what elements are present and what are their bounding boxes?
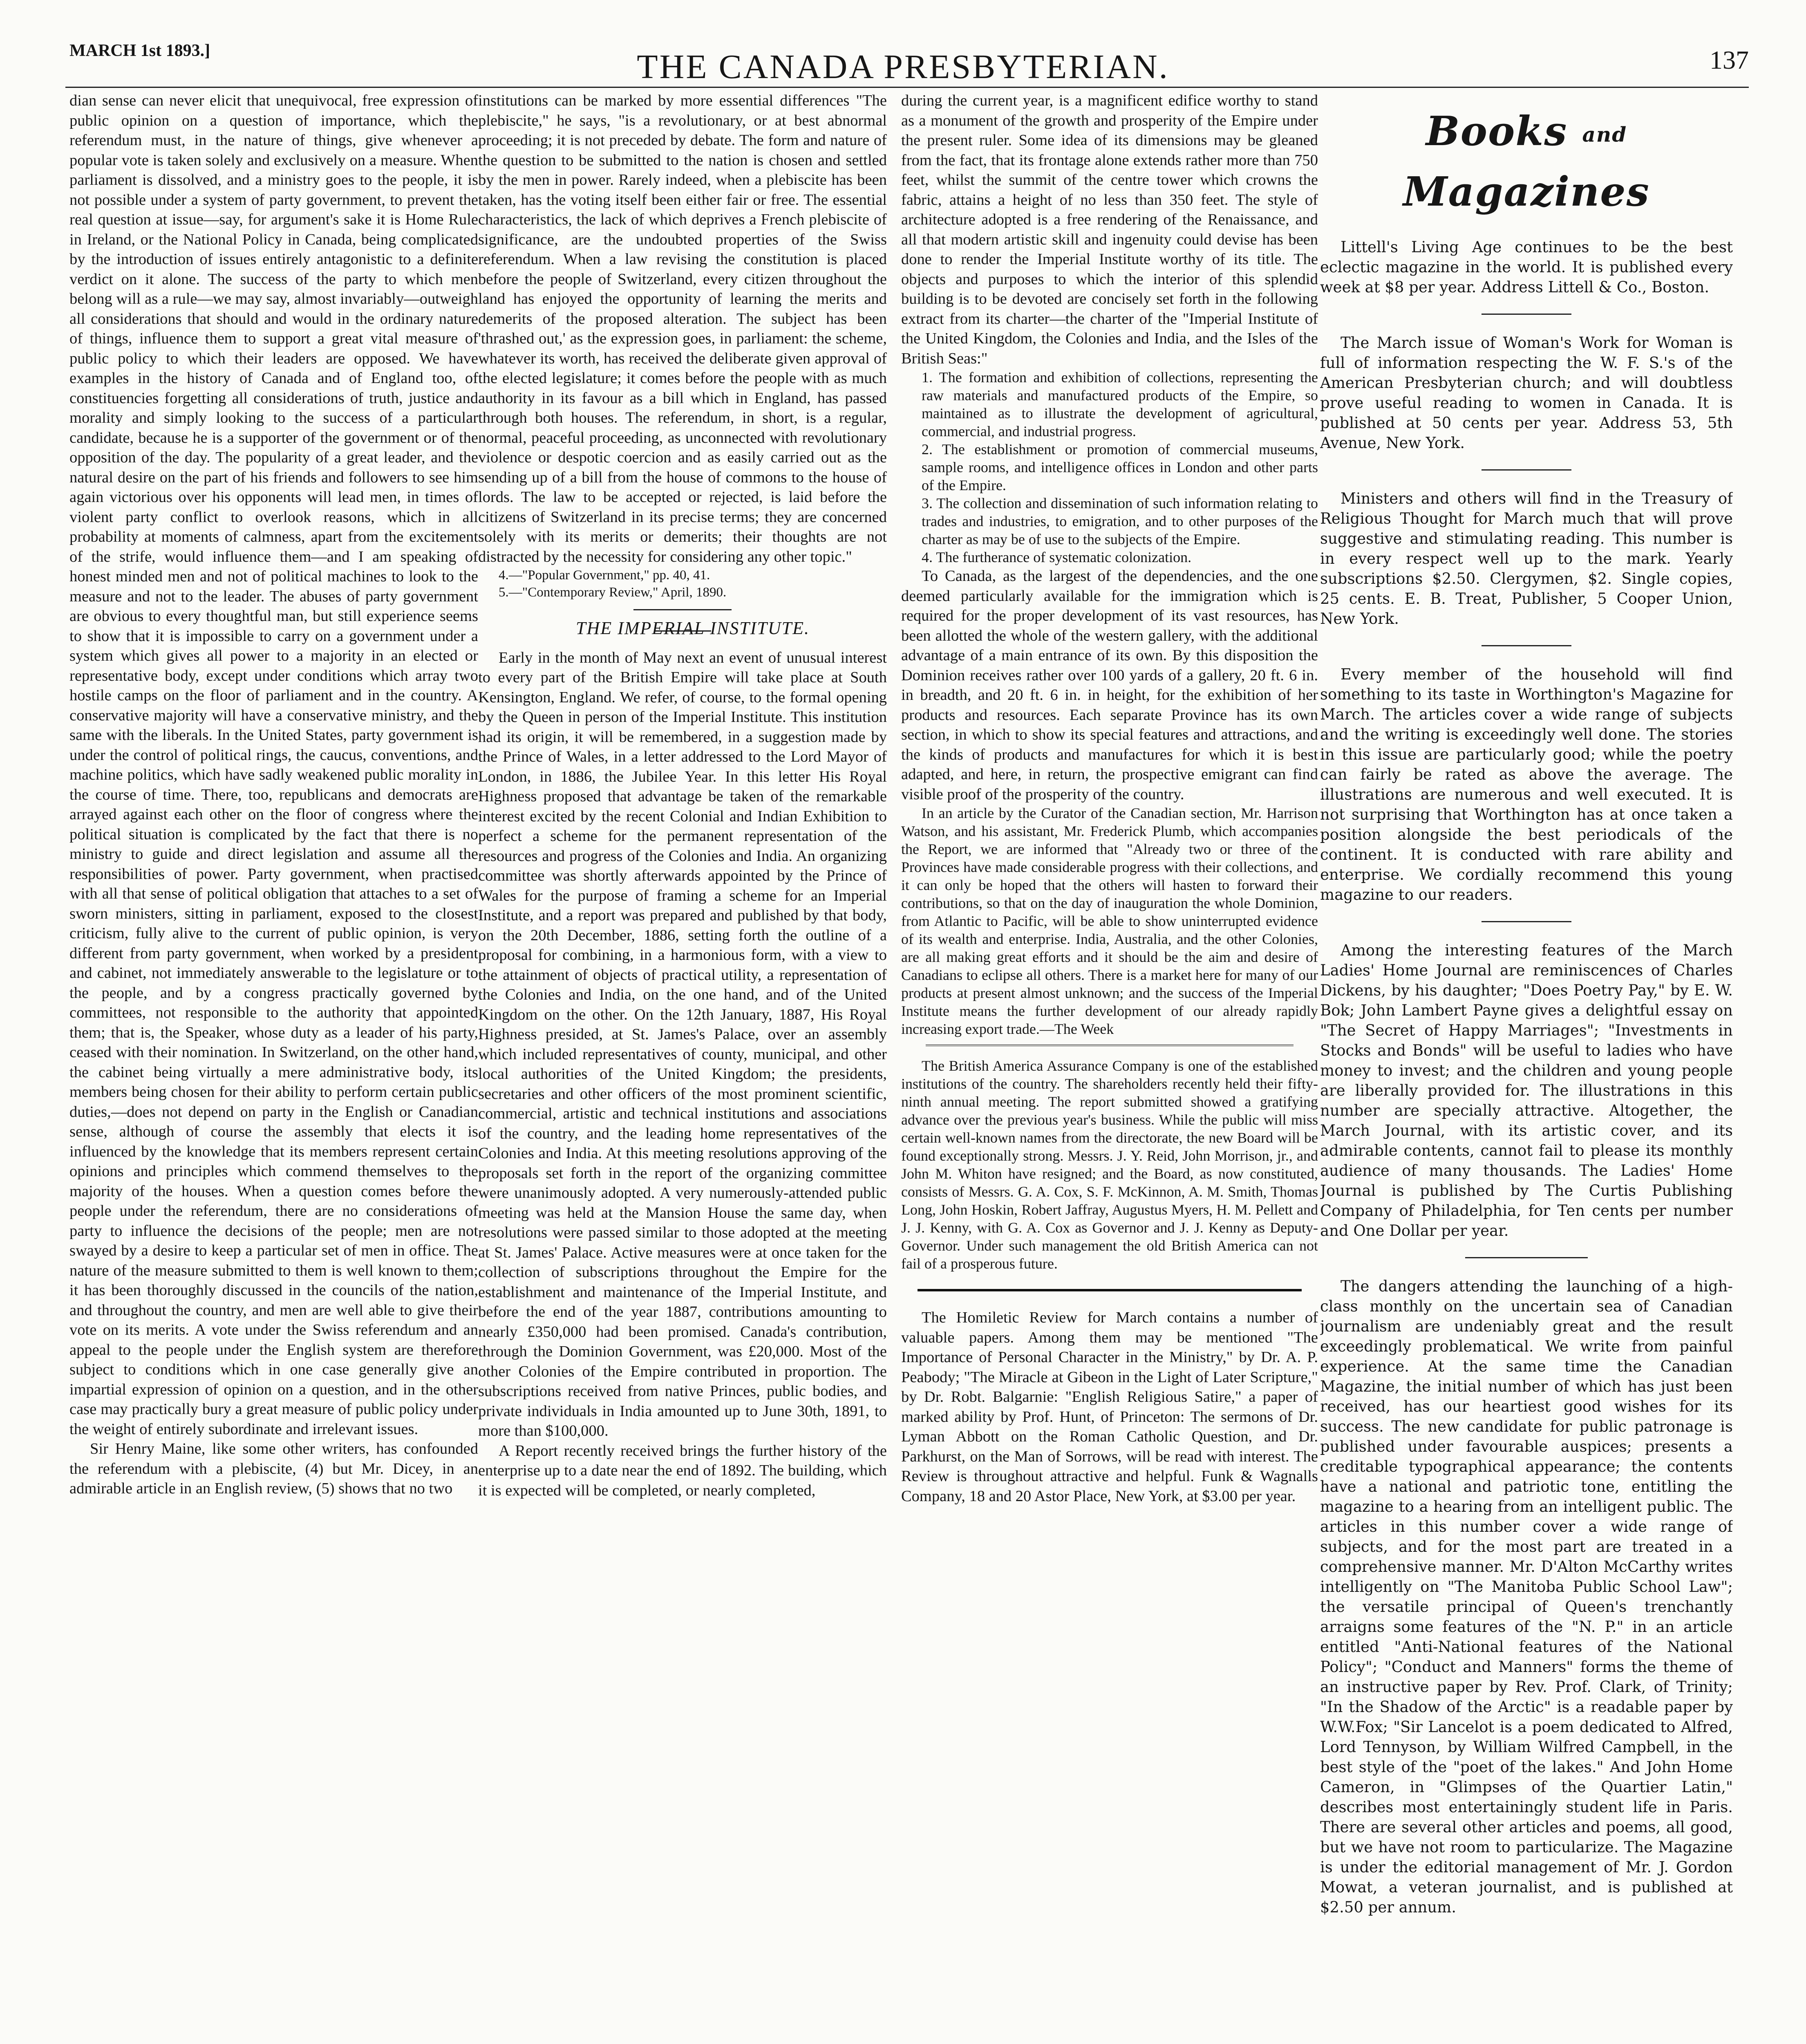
charter-object-4: 4. The furtherance of systematic colonization. — [922, 549, 1192, 565]
double-rule — [926, 1044, 1294, 1049]
masthead-title: THE CANADA PRESBYTERIAN. — [637, 48, 1169, 86]
footnote-4: 4.—"Popular Government," pp. 40, 41. — [499, 568, 710, 583]
notice-treasury: Ministers and others will find in the Treasury of Religious Thought for March much that will prove suggestive and stimulating reading. This number is in every respect well up to the mark. Yearly subscriptions $2.50. Clergymen, $2. Single copies, 25 cents. E. B. Treat, Publisher, 5 Cooper Union, New York. — [1320, 489, 1733, 628]
books-and-magazines-heading — [1320, 103, 1733, 221]
paragraph-curator-article: In an article by the Curator of the Canadian section, Mr. Harrison Watson, and his assistant, Mr. Frederick Plumb, which accompanies the Report, we are informed that "Already two or three of the Provinces have made considerable progress with their collections, and it can only be hoped that the others will hasten to forward their contributions, so that on the day of inauguration the whole Dominion, from Atlantic to Pacific, will be able to show uninterrupted evidence of its wealth and enterprise. India, Australia, and the other Colonies, are all making great efforts and it should be the aim and desire of Canadians to eclipse all others. There is a market here for many of our products at present almost unknown; and the success of the Imperial Institute means the further development of our already rapidly increasing export trade.—The Week — [901, 805, 1318, 1037]
notice-worthingtons: Every member of the household will find something to its taste in Worthington's Magazine for March. The articles cover a wide range of subjects and the writing is exceedingly well done. The stories in this issue are particularly good; while the poetry can fairly be rated as above the average. The illustrations are numerous and well executed. It is not surprising that Worthington has at once taken a position alongside the best periodicals of the continent. It is conducted with rare ability and enterprise. We cordially recommend this young magazine to our readers. — [1320, 665, 1733, 903]
notice-divider — [1482, 469, 1571, 471]
page-number: 137 — [1710, 45, 1749, 74]
paragraph-referendum: dian sense can never elicit that unequivocal, free expression of public opinion on a question of importance, which the referendum must, in the nature of things, give whenever a popular vote is taken solely and exclusively on a measure. When parliament is dissolved, and a ministry goes to the people, it is not possible under a system of party government, to prevent the real question at issue—say, for argument's sake it is Home Rule in Ireland, or the National Policy in Canada, being complicated by the introduction of issues entirely antagonistic to a definite verdict on it alone. The success of the party to which men belong will as a rule—we may say, almost invariably—outweigh all considerations that should and would in the ordinary nature of things, influence them to support a great vital measure of public policy to which their leaders are opposed. We have examples in the history of Canada and of England too, of constituencies forgetting all considerations of truth, justice and morality and simply looking to the success of a particular candidate, because he is a supporter of the government or of the opposition of the day. The popularity of a great leader, and the natural desire on the part of his friends and followers to see him again victorious over his opponents will lead men, in times of violent party conflict to overlook reasons, which in all probability at moments of calmness, apart from the excitement of the strife, would influence them—and I am speaking of honest minded men and not of political machines to look to the measure and not to the leader. The abuses of party government are obvious to every thoughtful man, but still experience seems to show that it is impossible to carry on a government under a system which gives all power to a majority in an elected or representative body, except under conditions which array two hostile camps on the floor of parliament and in the country. A conservative majority will have a conservative ministry, and the same with the liberals. In the United States, party government is under the control of political rings, the caucus, conventions, and machine politics, which have sadly weakened public morality in the course of time. There, too, republicans and democrats are arrayed against each other on the floor of congress where the political situation is complicated by the fact that there is no ministry to guide and direct legislation and assume all the responsibilities of power. Party government, when practised with all that sense of political obligation that attaches to a set of sworn ministers, sitting in parliament, exposed to the closest criticism, fully alive to the current of public opinion, is very different from party government, when worked by a president and cabinet, not immediately answerable to the legislature or to the people, and by a congress practically governed by committees, not responsible to the authority that appointed them; that is, the Speaker, whose duty as a leader of his party, ceased with their nomination. In Switzerland, on the other hand, the cabinet being virtually a mere administrative body, its members being chosen for their ability to perform certain public duties,—does not depend on party in the English or Canadian sense, although of course the assembly that elects it is influenced by the knowledge that its members represent certain opinions and principles which commend themselves to the majority of the houses. When a question comes before the people under the referendum, there are no considerations of party to influence the decisions of the people; men are not swayed by a desire to keep a particular set of men in office. The nature of the measure submitted to them is well known to them; it has been thoroughly discussed in the councils of the nation, and throughout the country, and men are well able to give their vote on its merits. A vote under the Swiss referendum and an appeal to the people under the English system are therefore subject to conditions which in one case generally give an impartial expression of opinion on a question, and in the other case may practically bury a great measure of public policy under the weight of entirely subordinate and irrelevant issues. — [69, 92, 478, 1438]
charter-object-1: 1. The formation and exhibition of collections, representing the raw materials and manufactured products of the Empire, so maintained as to illustrate the development of agricultural, commercial, and industrial progress. — [922, 369, 1318, 439]
paragraph-plebiscite: institutions can be marked by more essential differences "The plebiscite," he says, "is a revolutionary, or at best abnormal proceeding; it is not preceded by debate. The form and nature of the question to be submitted to the nation is chosen and settled by the men in power. Rarely indeed, when a plebiscite has been taken, has the voting itself been either fair or free. The essential characteristics, the lack of which deprives a French plebiscite of significance, are the undoubted properties of the Swiss referendum. When a law revising the constitution is placed before the people of Switzerland, every citizen throughout the land has enjoyed the opportunity of learning the merits and demerits of the proposed alteration. The subject has been 'thrashed out,' as the expression goes, in parliament: the scheme, whatever its worth, has received the deliberate given approval of the elected legislature; it comes before the people with as much authority in its favour as a bill which in England, has passed through both houses. The referendum, in short, is a regular, normal, peaceful proceeding, as unconnected with revolutionary violence or despotic coercion and as easily carried out as the sending up of a bill from the house of commons to the house of lords. The law to be accepted or rejected, is laid before the citizens of Switzerland in its precise terms; they are concerned solely with its merits or demerits; their thoughts are not distracted by the necessity for considering any other topic." — [478, 92, 887, 565]
notice-ladies-home-journal: Among the interesting features of the March Ladies' Home Journal are reminiscences of Charles Dickens, by his daughter; "Does Poetry Pay," by E. W. Bok; John Lambert Payne gives a delightful essay on "The Secret of Happy Marriages"; "Investments in Stocks and Bonds" will be useful to ladies who have money to invest; and the children and young people are liberally provided for. The illustrations in this number are specially attractive. Altogether, the March Journal, with its artistic cover, and its admirable contents, cannot fail to please its monthly audience of many thousands. The Ladies' Home Journal is published by The Curtis Publishing Company of Philadelphia, for Ten cents per number and One Dollar per year. — [1320, 941, 1733, 1239]
heading-books: Books — [1426, 108, 1568, 155]
notice-womans-work: The March issue of Woman's Work for Woman is full of information respecting the W. F. S.'s of the American Presbyterian church; and will doubtless prove useful reading to women in Canada. It is published at 50 cents per year. Address 53, 5th Avenue, New York. — [1320, 334, 1733, 452]
notice-divider — [1465, 1257, 1588, 1258]
paragraph-edifice: during the current year, is a magnificent edifice worthy to stand as a monument of the growth and prosperity of the Empire under the present ruler. Some idea of its dimensions may be gleaned from the fact, that its frontage alone extends rather more than 750 feet, whilst the summit of the centre tower which crowns the fabric, attains a height of no less than 350 feet. The style of architecture adopted is a free rendering of the Renaissance, and all that modern artistic skill and ingenuity could devise has been done to render the Imperial Institute worthy of its title. The objects and purposes to which the interior of this splendid building is to be devoted are concisely set forth in the following extract from its charter—the charter of the "Imperial Institute of the United Kingdom, the Colonies and India, and the Isles of the British Seas:" — [901, 92, 1318, 367]
header-rule — [65, 87, 1749, 88]
column-2 — [478, 91, 887, 2044]
section-title-imperial-institute: THE IMPERIAL INSTITUTE. — [576, 618, 810, 638]
paragraph-canada-gallery: To Canada, as the largest of the dependencies, and the one deemed particularly available for the immigration which is required for the proper development of its vast resources, has been allotted the whole of the western gallery, with the additional advantage of a main entrance of its own. By this disposition the Dominion receives rather over 100 yards of a gallery, 20 ft. 6 in. in breadth, and 20 ft. 6 in. in height, for the exhibition of her products and resources. Each separate Province has its own section, in which to show its special features and attractions, and the kinds of products and manufactures for which it is best adapted, and here, in return, the prospective emigrant can find visible proof of the prosperity of the country. — [901, 567, 1318, 803]
column-1 — [69, 91, 478, 2044]
notice-divider — [1482, 645, 1571, 646]
notice-canadian-magazine: The dangers attending the launching of a high-class monthly on the uncertain sea of Canadian journalism are undeniably great and the result exceedingly problematical. We write from painful experience. At the same time the Canadian Magazine, the initial number of which has just been received, has our heartiest good wishes for its success. The new candidate for public patronage is published under favourable auspices; presents a creditable typographical appearance; the contents have a national and patriotic tone, entitling the magazine to a hearing from an intelligent public. The articles in this number cover a wide range of subjects, and for the most part are treated in a comprehensive manner. Mr. D'Alton McCarthy writes intelligently on "The Manitoba Public School Law"; the versatile principal of Queen's trenchantly arraigns some features of the "N. P." in an article entitled "Anti-National features of the National Policy"; "Conduct and Manners" forms the theme of an instructive paper by Rev. Prof. Clark, of Trinity; "In the Shadow of the Arctic" is a readable paper by W.W.Fox; "Sir Lancelot is a poem dedicated to Alfred, Lord Tennyson, by William Wilfred Campbell, in the best style of the "poet of the lakes." And John Home Cameron, in "Glimpses of the Quartier Latin," describes most entertainingly student life in Paris. There are several other articles and poems, all good, but we have not room to particularize. The Magazine is under the editorial management of Mr. J. Gordon Mowat, a veteran journalist, and is published at $2.50 per annum. — [1320, 1277, 1733, 1916]
heading-magazines: Magazines — [1403, 168, 1650, 215]
column-4 — [1320, 91, 1733, 2044]
issue-date: MARCH 1st 1893.] — [69, 41, 210, 60]
paragraph-institute-origin: Early in the month of May next an event of unusual interest to every part of the British Empire will take place at South Kensington, England. We refer, of course, to the formal opening by the Queen in person of the Imperial Institute. This institution had its origin, it will be remembered, in a suggestion made by the Prince of Wales, in a letter addressed to the Lord Mayor of London, in 1886, the Jubilee Year. In this letter His Royal Highness proposed that advantage be taken of the remarkable interest excited by the recent Colonial and Indian Exhibition to perfect a scheme for the permanent representation of the resources and progress of the Colonies and India. An organizing committee was shortly afterwards appointed by the Prince of Wales for the purpose of framing a scheme for an Imperial Institute, and a report was prepared and published by that body, on the 20th December, 1886, setting forth the outline of a proposal for combining, in a harmonious form, with a view to the attainment of objects of practical utility, a representation of the Colonies and India, on the one hand, and of the United Kingdom on the other. On the 12th January, 1887, His Royal Highness presided, at St. James's Palace, over an assembly which included representatives of county, municipal, and other local authorities of the United Kingdom; the presidents, secretaries and other officers of the most prominent scientific, commercial, artistic and technical institutions and associations of the country, and the leading home representatives of the Colonies and India. At this meeting resolutions approving of the proposals set forth in the report of the organizing committee were unanimously adopted. A very numerously-attended public meeting was held at the Mansion House the same day, when resolutions were passed similar to those adopted at the meeting at St. James' Palace. Active measures were at once taken for the collection of subscriptions throughout the Empire for the establishment and maintenance of the Imperial Institute, and before the end of the year 1887, contributions amounting to nearly £350,000 had been promised. Canada's contribution, through the Dominion Government, was £20,000. Most of the other Colonies of the Empire contributed in proportion. The subscriptions received from native Princes, public bodies, and private individuals in India amounted up to June 30th, 1891, to more than $100,000. — [478, 649, 887, 1439]
notice-littells: Littell's Living Age continues to be the best eclectic magazine in the world. It is published every week at $8 per year. Address Littell & Co., Boston. — [1320, 238, 1733, 296]
charter-object-2: 2. The establishment or promotion of commercial museums, sample rooms, and intelligence offices in London and other parts of the Empire. — [922, 441, 1318, 493]
paragraph-british-america-assurance: The British America Assurance Company is one of the established institutions of the country. The shareholders recently held their fifty-ninth annual meeting. The report submitted showed a gratifying advance over the previous year's business. While the public will miss certain well-known names from the directorate, the new Board will be found exceptionally strong. Messrs. J. Y. Reid, John Morrison, jr., and John M. Whiton have resigned; and the Board, as now constituted, consists of Messrs. G. A. Cox, S. F. McKinnon, A. M. Smith, Thomas Long, John Hoskin, Robert Jaffray, Augustus Myers, H. M. Pellett and J. J. Kenny, with G. A. Cox as Governor and J. J. Kenny as Deputy-Governor. Under such management the old British America can not fail of a prosperous future. — [901, 1058, 1318, 1272]
paragraph-institute-report: A Report recently received brings the further history of the enterprise up to a date near the end of 1892. The building, which it is expected will be completed, or nearly completed, — [478, 1442, 887, 1499]
paragraph-maine: Sir Henry Maine, like some other writers, has confounded the referendum with a plebiscite, (4) but Mr. Dicey, in an admirable article in an English review, (5) shows that no two — [69, 1440, 478, 1497]
notice-divider — [1482, 314, 1571, 315]
heavy-rule — [918, 1289, 1302, 1291]
footnote-5: 5.—"Contemporary Review," April, 1890. — [499, 585, 727, 600]
section-divider — [633, 609, 732, 610]
paragraph-homiletic-review: The Homiletic Review for March contains a number of valuable papers. Among them may be mentioned "The Importance of Personal Character in the Ministry," by Dr. A. P. Peabody; "The Miracle at Gibeon in the Light of Later Scripture," by Dr. Robt. Balgarnie: "English Religious Satire," a paper of marked ability by Prof. Hunt, of Princeton: The sermons of Dr. Lyman Abbott on the Roman Catholic Question, and Dr. Parkhurst, on the Man of Sorrows, will be read with interest. The Review is throughout attractive and helpful. Funk & Wagnalls Company, 18 and 20 Astor Place, New York, at $3.00 per year. — [901, 1309, 1318, 1505]
heading-and: and — [1582, 122, 1627, 147]
notice-divider — [1482, 921, 1571, 922]
column-3 — [901, 91, 1318, 2044]
charter-object-3: 3. The collection and dissemination of such information relating to trades and industries, to emigration, and to other purposes of the charter as may be of use to the subjects of the Empire. — [922, 495, 1318, 547]
